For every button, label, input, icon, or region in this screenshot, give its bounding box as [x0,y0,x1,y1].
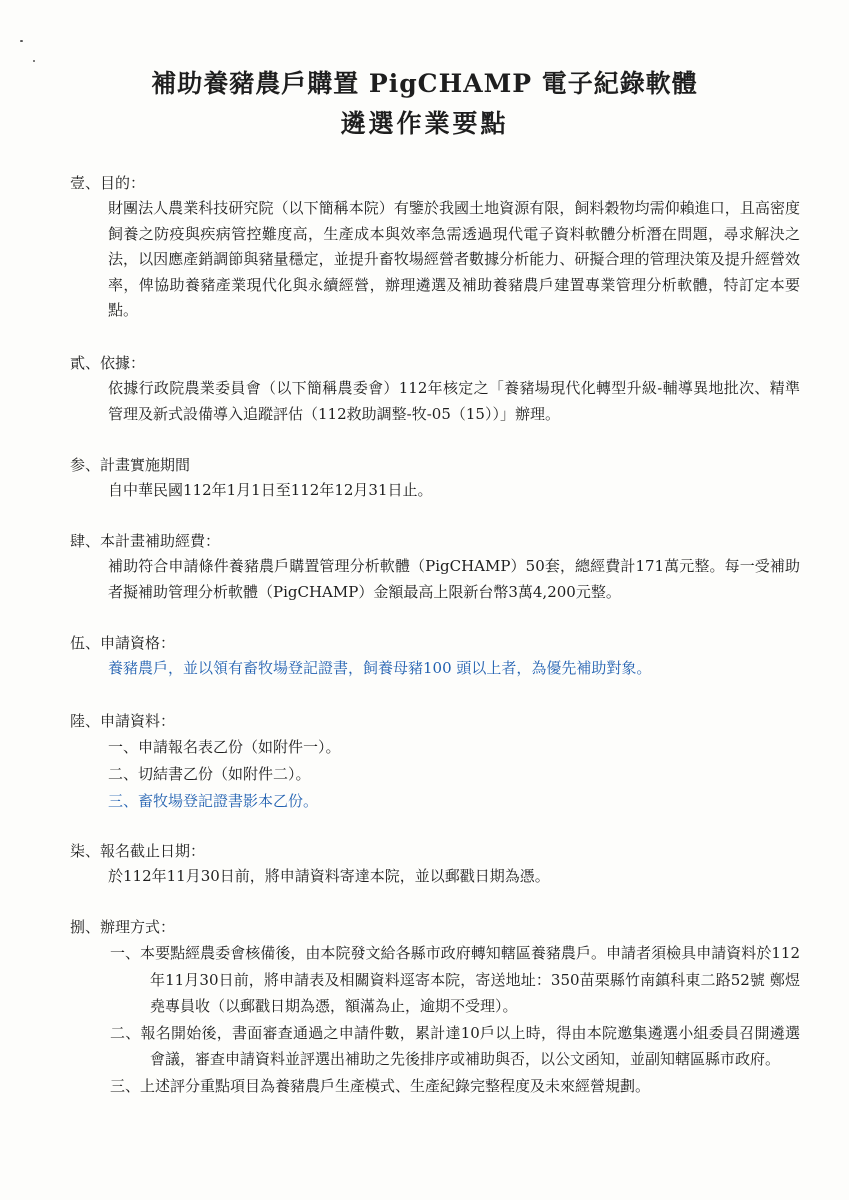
section-heading: 捌、辦理方式： [70,918,176,936]
section-funding [70,528,800,605]
document-title: 補助養豬農戶購置 PigCHAMP 電子紀錄軟體 [151,69,698,98]
scan-speck [20,40,23,42]
list-item: 一、本要點經農委會核備後，由本院發文給各縣市政府轉知轄區養豬農戶。申請者須檢具申請資料於112年11月30日前，將申請表及相關資料逕寄本院，寄送地址：350苗栗縣竹南鎮科東二路52號 鄭煜堯專員收（以郵戳日期為憑，額滿為止，逾期不受理）。 [110,944,800,1015]
section-procedure [70,914,800,1099]
section-body: 於112年11月30日前，將申請資料寄達本院，並以郵戳日期為憑。 [108,867,550,885]
scan-speck [33,60,35,62]
section-deadline [70,838,800,890]
section-heading: 肆、本計畫補助經費： [70,532,221,550]
section-body: 依據行政院農業委員會（以下簡稱農委會）112年核定之「養豬場現代化轉型升級-輔導異地批次、精準管理及新式設備導入追蹤評估（112救助調整-牧-05（15））」辦理。 [108,379,800,423]
section-body: 自中華民國112年1月1日至112年12月31日止。 [108,481,433,499]
section-heading: 貳、依據： [70,354,146,372]
section-eligibility [70,630,800,682]
section-heading: 参、計畫實施期間 [70,456,191,474]
section-heading: 壹、目的： [70,174,146,192]
section-body: 財團法人農業科技研究院（以下簡稱本院）有鑒於我國土地資源有限，飼料穀物均需仰賴進口，且高密度飼養之防疫與疾病管控難度高，生產成本與效率急需透過現代電子資料軟體分析潛在問題，尋求解決之法，以因應產銷調節與豬量穩定，並提升畜牧場經營者數據分析能力、研擬合理的管理決策及提升經營效率，俾協助養豬產業現代化與永續經營，辦理遴選及補助養豬農戶建置專業管理分析軟體，特訂定本要點。 [108,199,800,319]
list-item: 三、上述評分重點項目為養豬農戶生產模式、生產紀錄完整程度及未來經營規劃。 [110,1076,651,1095]
section-body: 養豬農戶，並以領有畜牧場登記證書，飼養母豬100 頭以上者，為優先補助對象。 [108,659,652,677]
section-heading: 陸、申請資料： [70,712,176,730]
list-item: 一、申請報名表乙份（如附件一）。 [108,738,341,756]
section-heading: 柒、報名截止日期： [70,842,206,860]
list-item: 二、報名開始後，書面審查通過之申請件數，累計達10戶以上時，得由本院邀集遴選小組委員召開遴選會議，審查申請資料並評選出補助之先後排序或補助與否，以公文函知，並副知轄區縣市政府。 [110,1023,800,1068]
section-heading: 伍、申請資格： [70,634,176,652]
section-basis [70,350,800,427]
section-body: 補助符合申請條件養豬農戶購置管理分析軟體（PigCHAMP）50套，總經費計171萬元整。每一受補助者擬補助管理分析軟體（PigCHAMP）金額最高上限新台幣3萬4,200元整。 [108,557,800,601]
list-item: 三、畜牧場登記證書影本乙份。 [108,792,319,810]
section-period [70,452,800,504]
section-purpose [70,170,800,324]
list-item: 二、切結書乙份（如附件二）。 [108,765,311,783]
section-documents [70,708,800,815]
document-subtitle: 遴選作業要點 [340,109,509,138]
